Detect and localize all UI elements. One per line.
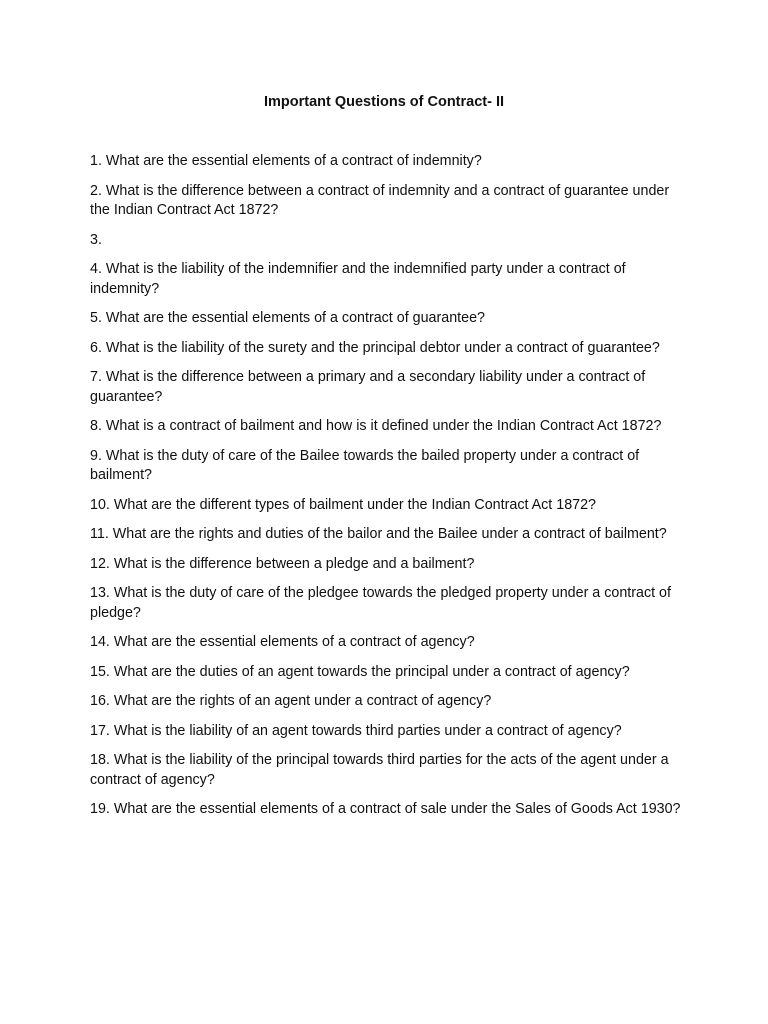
question-item: 13. What is the duty of care of the pledgee towards the pledged property under a contract of pledge?	[90, 585, 671, 621]
question-item: 18. What is the liability of the principal towards third parties for the acts of the agent under a contract of agency?	[90, 752, 669, 788]
question-item: 8. What is a contract of bailment and how is it defined under the Indian Contract Act 1872?	[90, 418, 662, 434]
question-item: 1. What are the essential elements of a contract of indemnity?	[90, 153, 482, 169]
question-item: 10. What are the different types of bailment under the Indian Contract Act 1872?	[90, 496, 597, 513]
question-list	[90, 152, 686, 830]
question-item: 2. What is the difference between a contract of indemnity and a contract of guarantee under the Indian Contract Act 1872?	[90, 182, 670, 218]
question-item: 6. What is the liability of the surety and the principal debtor under a contract of guarantee?	[90, 339, 660, 356]
question-item: 5. What are the essential elements of a contract of guarantee?	[90, 310, 485, 326]
question-item: 16. What are the rights of an agent under a contract of agency?	[90, 693, 492, 709]
question-item: 14. What are the essential elements of a contract of agency?	[90, 634, 475, 650]
question-item: 12. What is the difference between a pledge and a bailment?	[90, 555, 475, 572]
page-title: Important Questions of Contract- II	[263, 94, 505, 110]
question-item: 4. What is the liability of the indemnifier and the indemnified party under a contract of indemnity?	[90, 261, 626, 297]
question-item: 19. What are the essential elements of a contract of sale under the Sales of Goods Act 1930?	[90, 801, 681, 817]
question-item: 11. What are the rights and duties of the bailor and the Bailee under a contract of bailment?	[90, 526, 667, 542]
question-item: 3.	[90, 231, 102, 248]
question-item: 15. What are the duties of an agent towards the principal under a contract of agency?	[90, 663, 630, 680]
question-item: 7. What is the difference between a primary and a secondary liability under a contract of guarantee?	[90, 369, 646, 405]
question-item: 9. What is the duty of care of the Bailee towards the bailed property under a contract of bailment?	[90, 447, 640, 483]
question-item: 17. What is the liability of an agent towards third parties under a contract of agency?	[90, 722, 622, 739]
